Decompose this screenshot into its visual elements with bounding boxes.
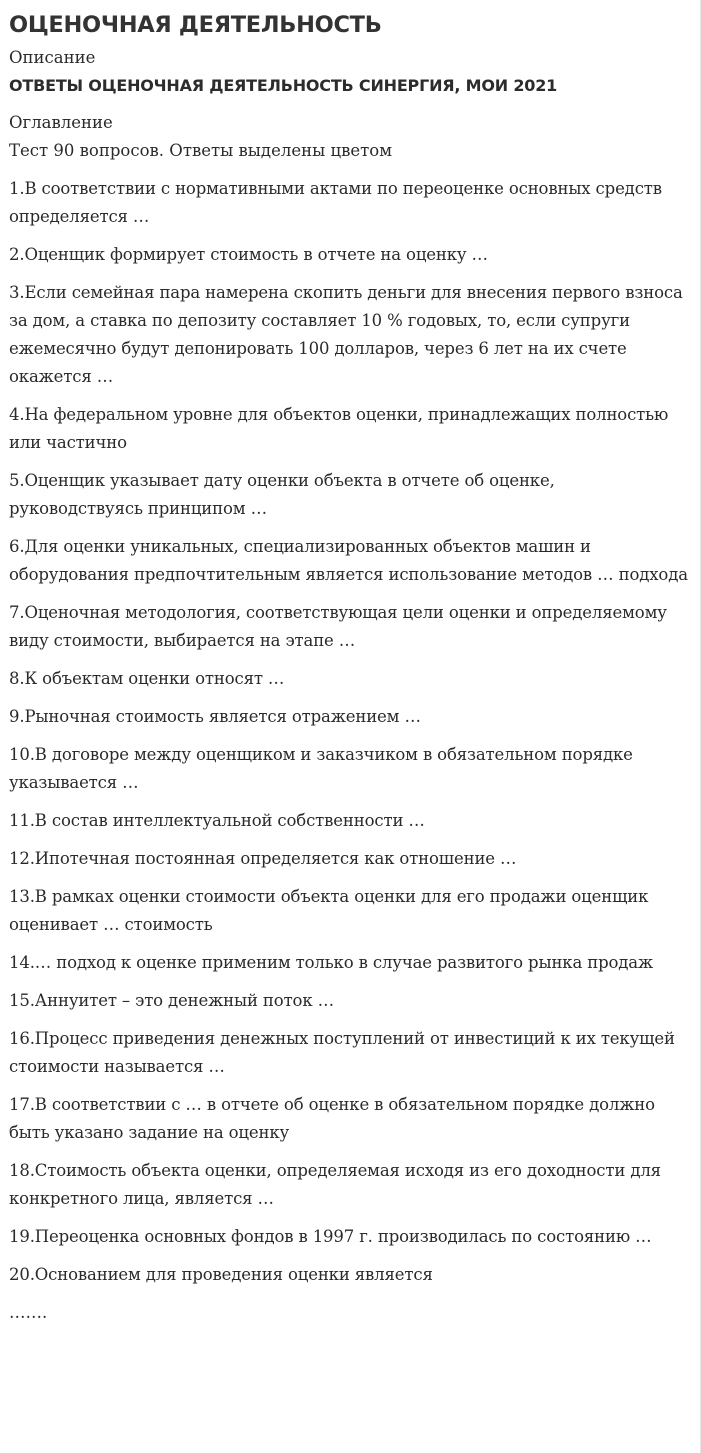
question-item: 2.Оценщик формирует стоимость в отчете на оценку … [9, 245, 488, 264]
question-item: 12.Ипотечная постоянная определяется как отношение … [9, 849, 517, 868]
question-item: 18.Стоимость объекта оценки, определяемая исходя из его доходности для конкретного лица, является … [9, 1161, 661, 1208]
question-item: 4.На федеральном уровне для объектов оценки, принадлежащих полностью или частично [9, 405, 669, 452]
question-item: 16.Процесс приведения денежных поступлений от инвестиций к их текущей стоимости называется … [9, 1029, 675, 1076]
question-item: 19.Переоценка основных фондов в 1997 г. производилась по состоянию … [9, 1227, 652, 1246]
question-item: 1.В соответствии с нормативными актами по переоценке основных средств определяется … [9, 179, 662, 226]
question-item: 6.Для оценки уникальных, специализированных объектов машин и оборудования предпочтительным является использование методов … подхода [9, 537, 688, 584]
question-item: 13.В рамках оценки стоимости объекта оценки для его продажи оценщик оценивает … стоимость [9, 887, 649, 934]
question-item: 10.В договоре между оценщиком и заказчиком в обязательном порядке указывается … [9, 745, 633, 792]
question-item: 7.Оценочная методология, соответствующая цели оценки и определяемому виду стоимости, выбирается на этапе … [9, 603, 667, 650]
toc-label: Оглавление [9, 113, 113, 132]
description-label: Описание [9, 48, 96, 67]
question-list [9, 175, 690, 1289]
question-item: 20.Основанием для проведения оценки является [9, 1265, 433, 1284]
question-item: 3.Если семейная пара намерена скопить деньги для внесения первого взноса за дом, а ставка по депозиту составляет 10 % годовых, то, если супруги ежемесячно будут депонировать 100 долларов, через 6 лет на их счете окажется … [9, 283, 683, 386]
question-item: 11.В состав интеллектуальной собственности … [9, 811, 425, 830]
document-subtitle: ОТВЕТЫ ОЦЕНОЧНАЯ ДЕЯТЕЛЬНОСТЬ СИНЕРГИЯ, МОИ 2021 [9, 76, 558, 95]
question-item: 5.Оценщик указывает дату оценки объекта в отчете об оценке, руководствуясь принципом … [9, 471, 555, 518]
question-item: 8.К объектам оценки относят … [9, 669, 285, 688]
question-item: 15.Аннуитет – это денежный поток … [9, 991, 334, 1010]
question-item: 14.… подход к оценке применим только в случае развитого рынка продаж [9, 953, 653, 972]
continuation-ellipsis: ……. [9, 1303, 48, 1322]
question-item: 17.В соответствии с … в отчете об оценке в обязательном порядке должно быть указано задание на оценку [9, 1095, 655, 1142]
intro-text: Тест 90 вопросов. Ответы выделены цветом [9, 141, 393, 160]
question-item: 9.Рыночная стоимость является отражением … [9, 707, 421, 726]
page-title: ОЦЕНОЧНАЯ ДЕЯТЕЛЬНОСТЬ [9, 12, 382, 38]
